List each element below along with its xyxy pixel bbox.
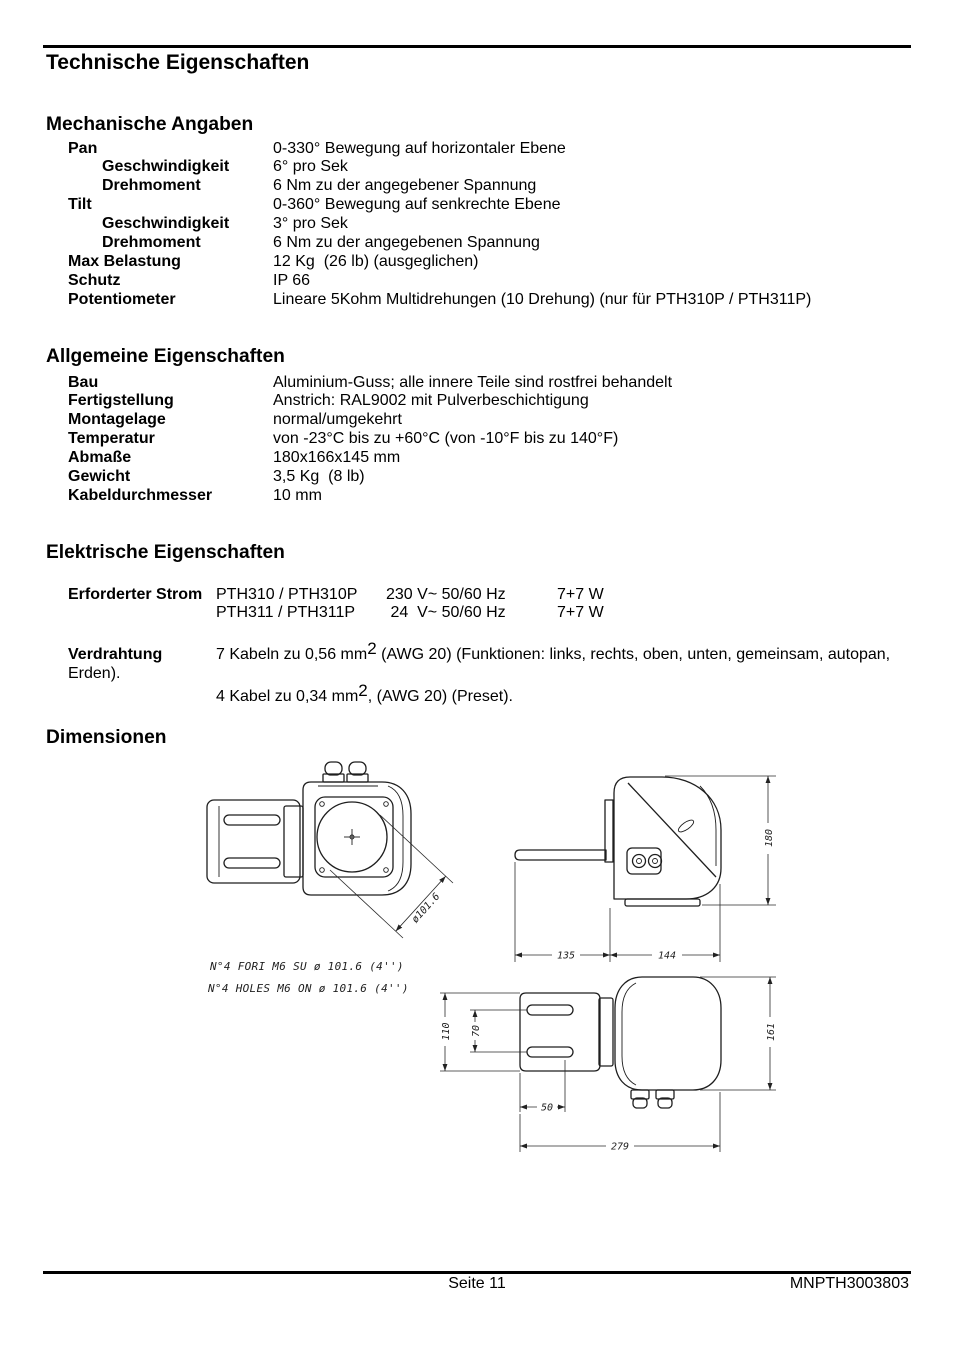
total-length-label: 279	[610, 1141, 630, 1153]
body-height-label: 161	[766, 1022, 777, 1042]
mounting-note-italian: N°4 FORI M6 SU ø 101.6 (4'')	[210, 960, 404, 973]
spec-value: 10 mm	[273, 486, 322, 504]
mount-hole	[320, 868, 325, 873]
height-label: 180	[764, 828, 775, 848]
mount-hole	[384, 802, 389, 807]
spec-label: Geschwindigkeit	[102, 215, 230, 233]
spec-label: Drehmoment	[102, 177, 201, 195]
top-bracket-flange	[599, 998, 613, 1066]
front-bracket-plate	[207, 800, 300, 883]
spec-value: 180x166x145 mm	[273, 449, 401, 467]
power-model: PTH310 / PTH310P	[216, 585, 358, 603]
spec-value: von -23°C bis zu +60°C (von -10°F bis zu 140°F)	[273, 430, 619, 448]
page-number: Seite 11	[448, 1274, 506, 1292]
header-rule	[43, 45, 911, 48]
spec-label: Schutz	[68, 271, 121, 289]
side-view-dimensions	[515, 776, 776, 962]
slot-offset-label: 50	[540, 1102, 554, 1114]
general-spec-list	[0, 374, 954, 506]
side-cable-gland-bore	[637, 859, 642, 864]
spec-value: Aluminium-Guss; alle innere Teile sind rostfrei behandelt	[273, 373, 673, 391]
spec-value: 6° pro Sek	[273, 158, 348, 176]
spec-row-pan-torque	[0, 177, 954, 196]
spec-row-tilt-torque	[0, 234, 954, 253]
spec-label: Tilt	[68, 196, 92, 214]
power-voltage: 230 V~ 50/60 Hz	[386, 585, 506, 603]
wiring-text: 7 Kabeln zu 0,56 mm	[216, 645, 368, 663]
power-voltage: 24 V~ 50/60 Hz	[386, 604, 506, 622]
wiring-superscript: 2	[358, 680, 368, 700]
spec-value: 0-330° Bewegung auf horizontaler Ebene	[273, 139, 566, 157]
spec-value: 12 Kg (26 lb) (ausgeglichen)	[273, 252, 479, 270]
side-housing-contour	[700, 786, 716, 866]
spec-row-weight	[0, 468, 954, 487]
spec-label: Bau	[68, 373, 99, 391]
spec-row-pan-speed	[0, 158, 954, 177]
wiring-text: 4 Kabel zu 0,34 mm	[216, 687, 359, 705]
spec-value: 6 Nm zu der angegebener Spannung	[273, 177, 537, 195]
cable-gland-cap	[325, 762, 342, 775]
side-cable-gland	[649, 855, 662, 868]
spec-label: Fertigstellung	[68, 392, 174, 410]
side-cable-gland-bore	[653, 859, 658, 864]
spec-value: 3,5 Kg (8 lb)	[273, 467, 365, 485]
mount-hole	[384, 868, 389, 873]
spec-row-tilt	[0, 196, 954, 215]
wiring-line-1	[216, 638, 891, 665]
top-housing-contour	[622, 983, 636, 1085]
wiring-line-2	[216, 680, 513, 707]
spec-label: Pan	[68, 139, 98, 157]
wiring-text-rest: (AWG 20) (Funktionen: links, rechts, oben, unten, gemeinsam, autopan,	[376, 645, 891, 663]
slot-spacing-label: 70	[471, 1024, 482, 1038]
spec-value: 3° pro Sek	[273, 215, 348, 233]
power-row-pth310	[0, 586, 954, 605]
front-view	[207, 762, 411, 895]
side-base-plate	[625, 899, 700, 906]
spec-row-pan	[0, 140, 954, 159]
document-code: MNPTH3003803	[789, 1274, 909, 1292]
spec-value: normal/umgekehrt	[273, 411, 402, 429]
top-bracket-slot-upper	[527, 1005, 573, 1015]
side-cable-gland	[633, 855, 646, 868]
spec-label: Abmaße	[68, 449, 132, 467]
wiring-superscript: 2	[367, 638, 377, 658]
spec-value: IP 66	[273, 271, 311, 289]
wiring-label: Verdrahtung	[68, 645, 163, 663]
section-heading-electrical: Elektrische Eigenschaften	[46, 542, 285, 563]
spec-label: Montagelage	[68, 411, 166, 429]
spec-value: 0-360° Bewegung auf senkrechte Ebene	[273, 196, 561, 214]
spec-row-max-load	[0, 253, 954, 272]
spec-row-dimensions	[0, 449, 954, 468]
power-row-pth311	[0, 604, 954, 623]
section-heading-general: Allgemeine Eigenschaften	[46, 346, 285, 367]
spec-value: 6 Nm zu der angegebenen Spannung	[273, 233, 540, 251]
spec-row-protection	[0, 272, 954, 291]
spec-value: Anstrich: RAL9002 mit Pulverbeschichtigung	[273, 392, 589, 410]
mechanical-spec-list	[0, 140, 954, 310]
spec-row-potentiometer	[0, 291, 954, 310]
power-model: PTH311 / PTH311P	[216, 604, 356, 622]
spec-label: Temperatur	[68, 430, 155, 448]
diameter-extension-line	[330, 870, 403, 938]
spec-label: Max Belastung	[68, 252, 181, 270]
side-vent-slot	[677, 818, 696, 834]
spec-row-mounting	[0, 411, 954, 430]
top-view	[520, 977, 721, 1108]
mount-hole	[320, 802, 325, 807]
spec-row-cable-diameter	[0, 487, 954, 506]
spec-label: Potentiometer	[68, 290, 176, 308]
spec-row-finish	[0, 392, 954, 411]
spec-label: Gewicht	[68, 467, 131, 485]
section-heading-mechanical: Mechanische Angaben	[46, 114, 254, 135]
cable-gland-cap	[349, 762, 366, 775]
spec-label: Geschwindigkeit	[102, 158, 230, 176]
spec-label: Drehmoment	[102, 233, 201, 251]
spec-value: Lineare 5Kohm Multidrehungen (10 Drehung) (nur für PTH310P / PTH311P)	[273, 290, 812, 308]
dimension-drawing	[195, 752, 795, 1162]
spec-row-temperature	[0, 430, 954, 449]
page-title: Technische Eigenschaften	[46, 51, 310, 74]
front-bracket-slot-upper	[224, 815, 280, 825]
front-housing-contour	[388, 786, 403, 891]
diameter-label: ø101.6	[409, 891, 443, 926]
section-heading-dimensions: Dimensionen	[46, 727, 167, 748]
power-consumption: 7+7 W	[557, 585, 604, 603]
body-depth-label: 144	[657, 950, 677, 962]
top-housing	[615, 977, 721, 1090]
bracket-height-label: 110	[441, 1022, 452, 1041]
top-view-dimensions	[440, 977, 777, 1153]
spec-row-construction	[0, 374, 954, 393]
power-consumption: 7+7 W	[557, 604, 604, 622]
power-label: Erforderter Strom	[68, 585, 203, 603]
side-housing	[614, 777, 721, 899]
mounting-note-english: N°4 HOLES M6 ON ø 101.6 (4'')	[208, 982, 409, 995]
top-bracket-slot-lower	[527, 1047, 573, 1057]
spec-row-tilt-speed	[0, 215, 954, 234]
spec-label: Kabeldurchmesser	[68, 486, 213, 504]
wiring-text-rest: , (AWG 20) (Preset).	[367, 687, 513, 705]
side-view	[515, 777, 721, 906]
side-bracket-arm	[515, 850, 606, 860]
front-bracket-slot-lower	[224, 858, 280, 868]
front-view-dimensions	[207, 815, 453, 995]
diameter-dimension-line	[396, 876, 446, 931]
bracket-depth-label: 135	[556, 950, 576, 962]
wiring-line-1-continuation: Erden).	[68, 664, 121, 682]
power-supply-table	[0, 586, 954, 624]
